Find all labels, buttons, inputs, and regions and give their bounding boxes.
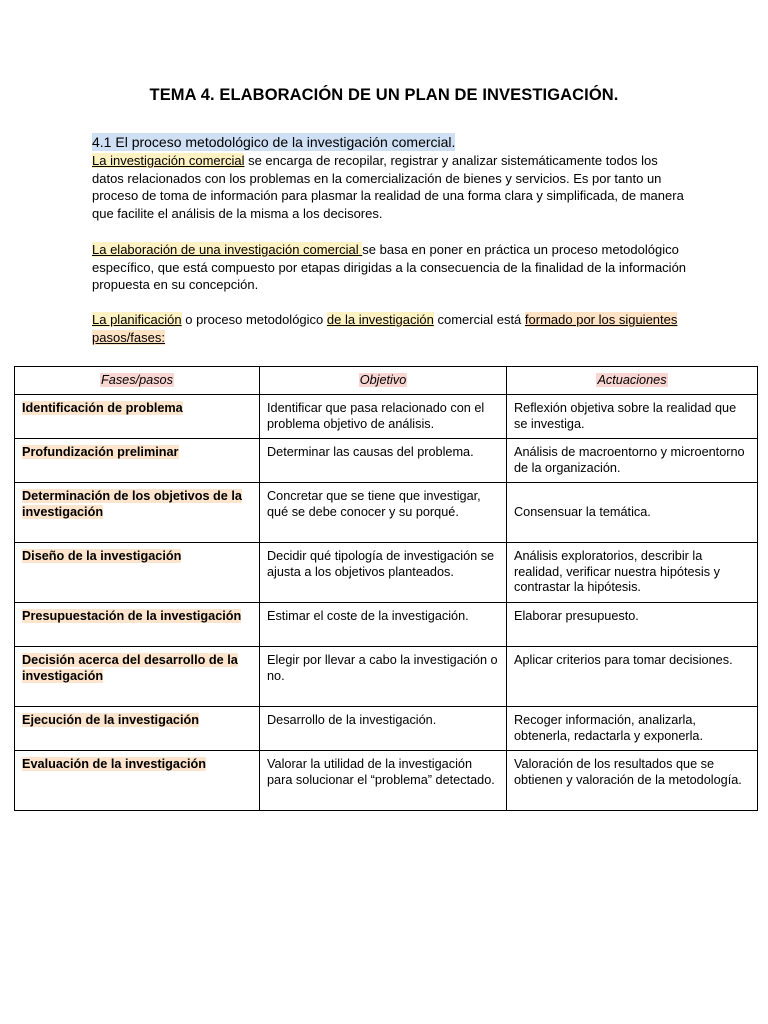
- objective-cell: Valorar la utilidad de la investigación para solucionar el “problema” detectado.: [260, 751, 507, 811]
- phase-cell: Decisión acerca del desarrollo de la investigación: [15, 647, 260, 707]
- paragraph-1: [92, 152, 692, 222]
- phase-cell: Ejecución de la investigación: [15, 707, 260, 751]
- objective-cell: Concretar que se tiene que investigar, qué se debe conocer y su porqué.: [260, 483, 507, 543]
- table-row: [15, 751, 758, 811]
- paragraph-2-text: se basa en poner en práctica un proceso metodológico específico, que está compuesto por etapas dirigidas a la consecuencia de la finalidad de la información propuesta en su concepción.: [92, 242, 687, 292]
- actions-cell: Reflexión objetiva sobre la realidad que se investiga.: [507, 395, 758, 439]
- phase-cell: Evaluación de la investigación: [15, 751, 260, 811]
- highlight-elaboracion: La elaboración de una investigación comercial: [92, 242, 363, 257]
- table-row: [15, 395, 758, 439]
- table-row: [15, 647, 758, 707]
- header-objective: Objetivo: [260, 367, 507, 395]
- actions-cell: Aplicar criterios para tomar decisiones.: [507, 647, 758, 707]
- highlight-de-la-investigacion: de la investigación: [326, 312, 434, 327]
- actions-cell: Valoración de los resultados que se obtienen y valoración de la metodología.: [507, 751, 758, 811]
- highlight-investigacion-comercial: La investigación comercial: [92, 153, 245, 168]
- objective-cell: Identificar que pasa relacionado con el problema objetivo de análisis.: [260, 395, 507, 439]
- actions-cell: Consensuar la temática.: [507, 483, 758, 543]
- actions-cell: Análisis de macroentorno y microentorno de la organización.: [507, 439, 758, 483]
- paragraph-2: [92, 241, 692, 294]
- paragraph-1-text: se encarga de recopilar, registrar y analizar sistemáticamente todos los datos relacionados con los problemas en la comercialización de bienes y servicios. Es por tanto un proceso de toma de información para plasmar la realidad de una forma clara y simplificada, de manera que facilite el análisis de la misma a los decisores.: [92, 153, 684, 221]
- actions-cell: Análisis exploratorios, describir la realidad, verificar nuestra hipótesis y contrastar la hipótesis.: [507, 543, 758, 603]
- header-actions: Actuaciones: [507, 367, 758, 395]
- table-header-row: [15, 367, 758, 395]
- actions-cell: Recoger información, analizarla, obtenerla, redactarla y exponerla.: [507, 707, 758, 751]
- paragraph-3: [92, 311, 692, 346]
- table-row: [15, 543, 758, 603]
- page-title: TEMA 4. ELABORACIÓN DE UN PLAN DE INVESTIGACIÓN.: [149, 86, 619, 104]
- phases-table: [14, 366, 758, 811]
- table-row: [15, 483, 758, 543]
- objective-cell: Decidir qué tipología de investigación se ajusta a los objetivos planteados.: [260, 543, 507, 603]
- objective-cell: Estimar el coste de la investigación.: [260, 603, 507, 647]
- paragraph-3-text-2: comercial está: [433, 312, 525, 327]
- highlight-planificacion: La planificación: [92, 312, 182, 327]
- actions-cell: Elaborar presupuesto.: [507, 603, 758, 647]
- table-row: [15, 707, 758, 751]
- section-heading: 4.1 El proceso metodológico de la investigación comercial.: [92, 134, 456, 150]
- phase-cell: Identificación de problema: [15, 395, 260, 439]
- highlight-formado-por: formado por los siguientes pasos/fases:: [92, 312, 678, 345]
- phase-cell: Profundización preliminar: [15, 439, 260, 483]
- objective-cell: Desarrollo de la investigación.: [260, 707, 507, 751]
- phase-cell: Presupuestación de la investigación: [15, 603, 260, 647]
- objective-cell: Determinar las causas del problema.: [260, 439, 507, 483]
- header-phases: Fases/pasos: [15, 367, 260, 395]
- phase-cell: Determinación de los objetivos de la investigación: [15, 483, 260, 543]
- objective-cell: Elegir por llevar a cabo la investigación o no.: [260, 647, 507, 707]
- paragraph-3-text-1: o proceso metodológico: [181, 312, 327, 327]
- phase-cell: Diseño de la investigación: [15, 543, 260, 603]
- table-row: [15, 439, 758, 483]
- table-row: [15, 603, 758, 647]
